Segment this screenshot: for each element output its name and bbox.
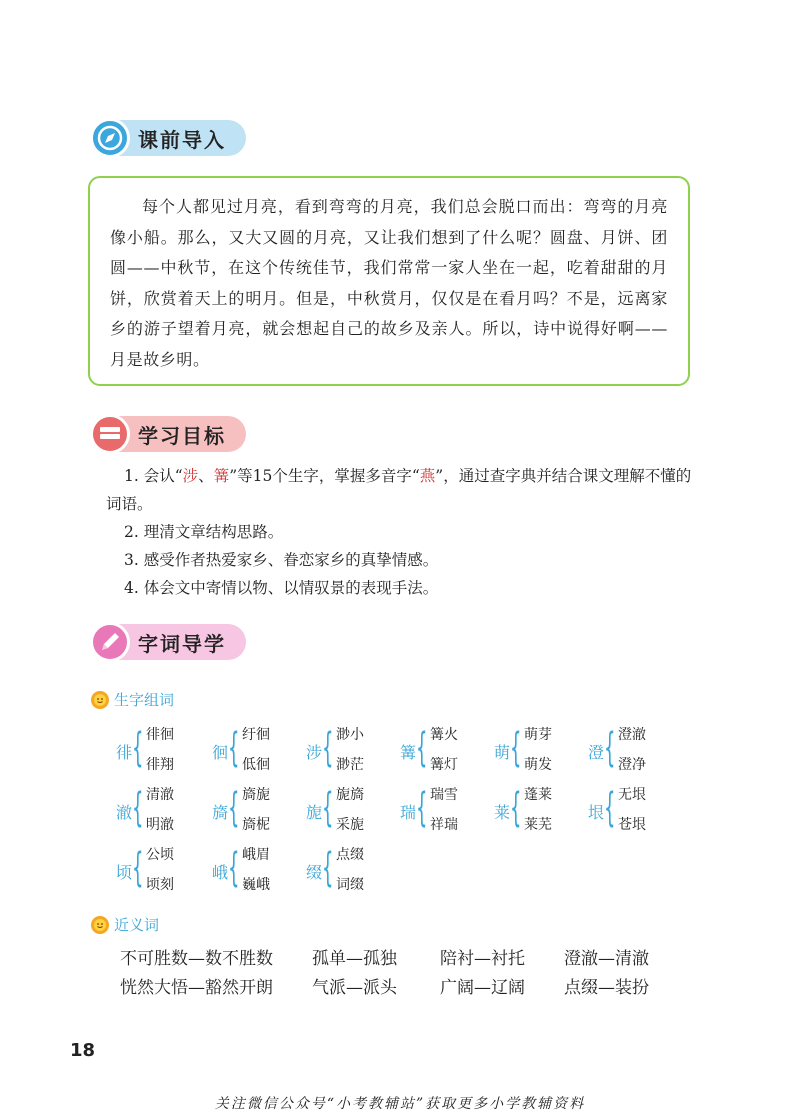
subheader-label: 生字组词: [114, 691, 175, 709]
brace-icon: {: [510, 725, 522, 771]
subheader-label: 近义词: [114, 916, 160, 934]
synonym-pair: 广阔—辽阔: [440, 978, 525, 998]
synonym-row: [120, 973, 700, 1002]
highlight-char: 燕: [419, 467, 436, 485]
vocab-group: [306, 782, 386, 842]
vocab-word: 篝灯: [430, 757, 458, 773]
vocab-grid: [116, 722, 696, 902]
vocab-char: 瑞: [400, 803, 417, 822]
vocab-word: 渺小: [336, 727, 364, 743]
vocab-word: 公顷: [146, 847, 174, 863]
vocab-char: 旎: [306, 803, 323, 822]
synonym-pair: 不可胜数—数不胜数: [120, 949, 273, 969]
section-header-goals: [90, 414, 246, 454]
brace-icon: {: [322, 845, 334, 891]
vocab-word: 澄澈: [618, 727, 646, 743]
vocab-word: 旖柅: [242, 817, 270, 833]
vocab-word: 采旎: [336, 817, 364, 833]
vocab-word: 澄净: [618, 757, 646, 773]
vocab-char: 徘: [116, 743, 133, 762]
vocab-group: [494, 722, 574, 782]
vocab-word: 旖旎: [242, 787, 270, 803]
vocab-char: 缀: [306, 863, 323, 882]
vocab-char: 篝: [400, 743, 417, 762]
vocab-word: 明澈: [146, 817, 174, 833]
vocab-word: 顷刻: [146, 877, 174, 893]
goal-text: 、: [198, 467, 214, 485]
vocab-word: 篝火: [430, 727, 458, 743]
vocab-char: 萌: [494, 743, 511, 762]
vocab-word: 巍峨: [242, 877, 270, 893]
vocab-word: 旎旖: [336, 787, 364, 803]
synonym-pair: 陪衬—衬托: [440, 949, 525, 969]
sun-icon: [90, 690, 110, 710]
brace-icon: {: [322, 785, 334, 831]
footer-note: 关注微信公众号“小考教辅站”获取更多小学教辅资料: [214, 1096, 586, 1112]
vocab-word: 莱芜: [524, 817, 552, 833]
section-header-intro: [90, 118, 246, 158]
brace-icon: {: [604, 785, 616, 831]
vocab-word: 渺茫: [336, 757, 364, 773]
vocab-word: 峨眉: [242, 847, 270, 863]
vocab-group: [400, 722, 480, 782]
synonym-pair: 气派—派头: [312, 978, 397, 998]
vocab-group: [400, 782, 480, 842]
pencil-icon: [90, 622, 130, 662]
vocab-group: [116, 722, 196, 782]
vocab-group: [116, 842, 196, 902]
brace-icon: {: [132, 845, 144, 891]
section-header-vocab: [90, 622, 246, 662]
vocab-word: 瑞雪: [430, 787, 458, 803]
vocab-word: 苍垠: [618, 817, 646, 833]
brace-icon: {: [228, 845, 240, 891]
vocab-word: 清澈: [146, 787, 174, 803]
section-title: 字词导学: [138, 632, 226, 656]
vocab-group: [212, 842, 292, 902]
intro-box: [88, 176, 690, 386]
vocab-word: 蓬莱: [524, 787, 552, 803]
vocab-word: 萌发: [524, 757, 552, 773]
vocab-group: [494, 782, 574, 842]
goal-text: 1. 会认“: [124, 467, 183, 485]
brace-icon: {: [228, 725, 240, 771]
vocab-char: 顷: [116, 863, 133, 882]
compass-icon: [90, 118, 130, 158]
brace-icon: {: [604, 725, 616, 771]
synonym-table: [120, 944, 700, 1002]
sun-icon: [90, 915, 110, 935]
books-icon: [90, 414, 130, 454]
vocab-char: 澈: [116, 803, 133, 822]
goal-text: ”等15个生字，掌握多音字“: [229, 467, 420, 485]
vocab-group: [306, 722, 386, 782]
page-number: 18: [70, 1040, 96, 1061]
brace-icon: {: [132, 725, 144, 771]
vocab-char: 澄: [588, 743, 605, 762]
synonym-pair: 澄澈—清澈: [564, 949, 649, 969]
vocab-group: [212, 782, 292, 842]
vocab-char: 旖: [212, 803, 229, 822]
vocab-word: 萌芽: [524, 727, 552, 743]
vocab-word: 低徊: [242, 757, 270, 773]
synonym-pair: 恍然大悟—豁然开朗: [120, 978, 273, 998]
goal-item: [106, 462, 696, 518]
goals-list: [106, 462, 696, 602]
brace-icon: {: [416, 725, 428, 771]
vocab-word: 纡徊: [242, 727, 270, 743]
vocab-word: 词缀: [336, 877, 364, 893]
section-title: 课前导入: [138, 128, 226, 152]
brace-icon: {: [228, 785, 240, 831]
highlight-char: 篝: [213, 467, 230, 485]
goal-item: 4. 体会文中寄情以物、以情驭景的表现手法。: [124, 579, 439, 597]
synonym-pair: 孤单—孤独: [312, 949, 397, 969]
vocab-word: 徘翔: [146, 757, 174, 773]
vocab-word: 点缀: [336, 847, 364, 863]
vocab-word: 徘徊: [146, 727, 174, 743]
vocab-group: [588, 722, 668, 782]
goal-text: ”，通过查字典并结合课文理解不懂的词语。: [106, 467, 692, 513]
goal-item: 3. 感受作者热爱家乡、眷恋家乡的真挚情感。: [124, 551, 439, 569]
vocab-word: 无垠: [618, 787, 646, 803]
intro-paragraph: 每个人都见过月亮，看到弯弯的月亮，我们总会脱口而出：弯弯的月亮像小船。那么，又大又圆的月亮，又让我们想到了什么呢？圆盘、月饼、团圆——中秋节，在这个传统佳节，我们常常一家人坐在一起，吃着甜甜的月饼，欣赏着天上的明月。但是，中秋赏月，仅仅是在看月吗？不是，远离家乡的游子望着月亮，就会想起自己的故乡及亲人。所以，诗中说得好啊——月是故乡明。: [110, 197, 668, 369]
vocab-char: 垠: [588, 803, 605, 822]
vocab-char: 徊: [212, 743, 229, 762]
vocab-char: 峨: [212, 863, 229, 882]
vocab-char: 涉: [306, 743, 323, 762]
vocab-group: [588, 782, 668, 842]
synonym-pair: 点缀—装扮: [564, 978, 649, 998]
brace-icon: {: [132, 785, 144, 831]
brace-icon: {: [416, 785, 428, 831]
vocab-group: [116, 782, 196, 842]
vocab-group: [212, 722, 292, 782]
highlight-char: 涉: [182, 467, 199, 485]
goal-item: 2. 理清文章结构思路。: [124, 523, 284, 541]
brace-icon: {: [322, 725, 334, 771]
vocab-group: [306, 842, 386, 902]
synonym-row: [120, 944, 700, 973]
vocab-char: 莱: [494, 803, 511, 822]
brace-icon: {: [510, 785, 522, 831]
vocab-word: 祥瑞: [430, 817, 458, 833]
section-title: 学习目标: [138, 424, 226, 448]
